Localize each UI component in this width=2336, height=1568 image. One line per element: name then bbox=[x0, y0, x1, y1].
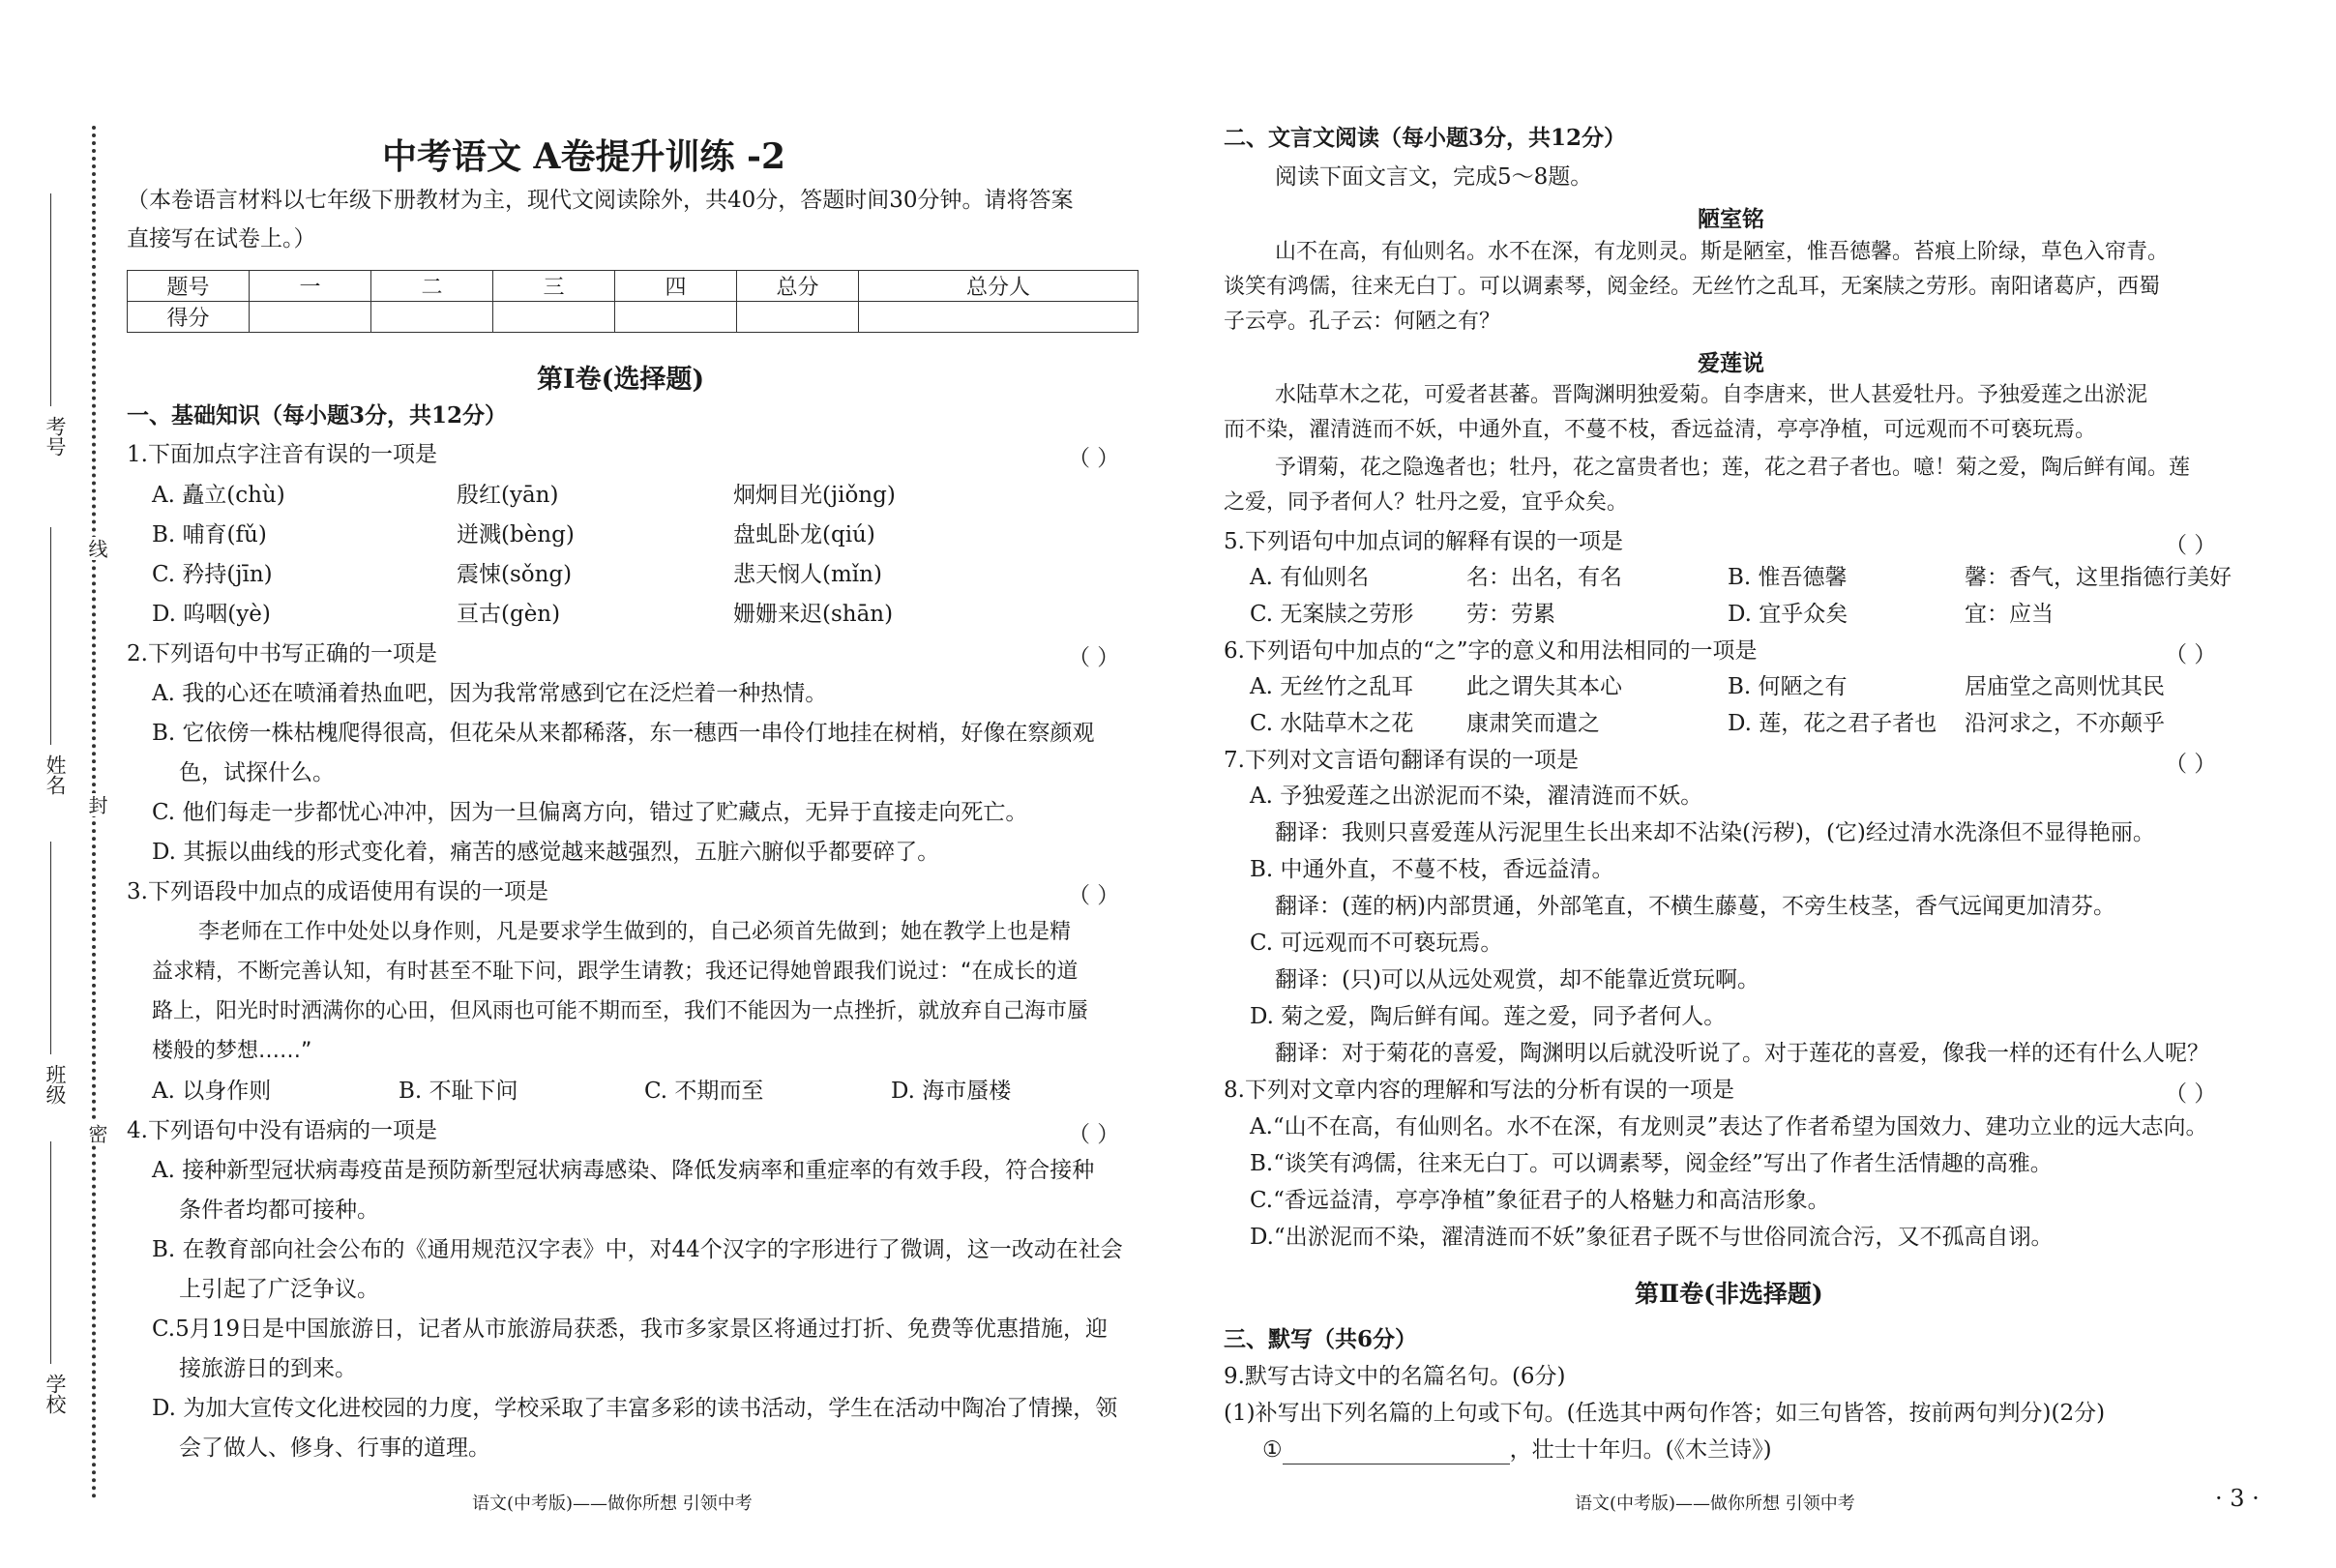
q4-option-c2: 接旅游日的到来。 bbox=[179, 1356, 357, 1381]
q5-option-a2: 名：出名，有名 bbox=[1466, 565, 1622, 590]
q9-1-a bbox=[1262, 1435, 1772, 1464]
q2-option-d: D. 其振以曲线的形式变化着，痛苦的感觉越来越强烈，五脏六腑似乎都要碎了。 bbox=[152, 840, 940, 865]
q2-answer-paren[interactable]: （ ） bbox=[1068, 645, 1120, 670]
q1-option-d3: 姗姗来迟(shān) bbox=[733, 602, 894, 627]
q6-option-d1: D. 莲，花之君子者也 bbox=[1728, 711, 1937, 736]
q6-option-a2: 此之谓失其本心 bbox=[1466, 674, 1622, 699]
binding-xian: 线 bbox=[83, 537, 111, 560]
q3-passage-3: 路上，阳光时时洒满你的心田，但风雨也可能不期而至，我们不能因为一点挫折，就放弃自己海市蜃 bbox=[152, 999, 1089, 1023]
xingming-blank bbox=[50, 527, 51, 745]
kaohao-label: 考号 bbox=[44, 416, 67, 457]
score-cell: 二 bbox=[371, 271, 493, 302]
q1-option-c2: 震悚(sǒng) bbox=[457, 562, 573, 587]
binding-feng: 封 bbox=[83, 793, 111, 816]
q3-option-d: D. 海市蜃楼 bbox=[891, 1079, 1012, 1104]
q2-option-b1: B. 它依傍一株枯槐爬得很高，但花朵从来都稀落，东一穗西一串伶仃地挂在树梢，好像在察颜观 bbox=[152, 721, 1095, 746]
q3-option-c: C. 不期而至 bbox=[644, 1079, 764, 1104]
q5-option-c1: C. 无案牍之劳形 bbox=[1250, 602, 1414, 627]
q1-option-c1: C. 矜持(jīn) bbox=[152, 562, 273, 587]
q6-option-d2: 沿河求之，不亦颠乎 bbox=[1965, 711, 2165, 736]
q1-option-b1: B. 哺育(fǔ) bbox=[152, 522, 267, 547]
score-cell: 总分人 bbox=[859, 271, 1138, 302]
alsh-title: 爱莲说 bbox=[1698, 350, 1764, 376]
q5-option-a1: A. 有仙则名 bbox=[1250, 565, 1370, 590]
part-2-intro: 阅读下面文言文，完成5～8题。 bbox=[1275, 164, 1593, 190]
q3-passage-4: 楼般的梦想……” bbox=[152, 1039, 312, 1063]
score-cell: 总分 bbox=[737, 271, 859, 302]
q4-stem: 4.下列语句中没有语病的一项是 bbox=[127, 1118, 437, 1143]
score-cell: 题号 bbox=[128, 271, 250, 302]
q5-option-c2: 劳：劳累 bbox=[1466, 602, 1555, 627]
q1-option-b3: 盘虬卧龙(qiú) bbox=[733, 522, 875, 547]
score-cell: 四 bbox=[615, 271, 737, 302]
q7-option-a: A. 予独爱莲之出淤泥而不染，濯清涟而不妖。 bbox=[1250, 784, 1703, 809]
part-3-heading: 三、默写（共6分） bbox=[1224, 1326, 1418, 1352]
page-title: 中考语文 A卷提升训练 -2 bbox=[382, 136, 785, 177]
q1-option-d1: D. 呜咽(yè) bbox=[152, 602, 271, 627]
q4-option-d2: 会了做人、修身、行事的道理。 bbox=[179, 1435, 490, 1461]
q7-stem: 7.下列对文言语句翻译有误的一项是 bbox=[1224, 748, 1579, 773]
q2-option-c: C. 他们每走一步都忧心冲冲，因为一旦偏离方向，错过了贮藏点，无异于直接走向死亡。 bbox=[152, 800, 1028, 825]
q6-answer-paren[interactable]: （ ） bbox=[2165, 642, 2217, 667]
q7-option-d: D. 菊之爱，陶后鲜有闻。莲之爱，同予者何人。 bbox=[1250, 1004, 1727, 1029]
xuexiao-blank bbox=[50, 1141, 51, 1364]
q1-stem: 1.下面加点字注音有误的一项是 bbox=[127, 442, 437, 467]
q6-stem: 6.下列语句中加点的“之”字的意义和用法相同的一项是 bbox=[1224, 638, 1758, 664]
q1-option-a3: 炯炯目光(jiǒng) bbox=[733, 483, 896, 508]
score-input-cell[interactable] bbox=[737, 302, 859, 333]
q4-option-a2: 条件者均都可接种。 bbox=[179, 1198, 379, 1223]
q1-option-b2: 迸溅(bèng) bbox=[457, 522, 575, 547]
q1-option-a2: 殷红(yān) bbox=[457, 483, 559, 508]
q2-option-b2: 色，试探什么。 bbox=[179, 760, 335, 785]
q7-option-b: B. 中通外直，不蔓不枝，香远益清。 bbox=[1250, 857, 1614, 882]
q7-option-c-translation: 翻译：(只)可以从远处观赏，却不能靠近赏玩啊。 bbox=[1275, 967, 1759, 992]
score-cell: 三 bbox=[493, 271, 615, 302]
q4-option-b2: 上引起了广泛争议。 bbox=[179, 1277, 379, 1302]
q8-option-b: B.“谈笑有鸿儒，往来无白丁。可以调素琴，阅金经”写出了作者生活情趣的高雅。 bbox=[1250, 1151, 2053, 1176]
q6-option-c2: 康肃笑而遣之 bbox=[1466, 711, 1600, 736]
q9-1-a-blank[interactable] bbox=[1283, 1440, 1510, 1464]
score-input-cell[interactable] bbox=[371, 302, 493, 333]
q6-option-b1: B. 何陋之有 bbox=[1728, 674, 1848, 699]
q9-1-a-number: ① bbox=[1262, 1437, 1283, 1463]
score-table-score-row bbox=[128, 302, 1138, 333]
q1-answer-paren[interactable]: （ ） bbox=[1068, 446, 1120, 471]
q5-option-d2: 宜：应当 bbox=[1965, 602, 2054, 627]
q3-option-b: B. 不耻下问 bbox=[399, 1079, 518, 1104]
q8-stem: 8.下列对文章内容的理解和写法的分析有误的一项是 bbox=[1224, 1078, 1734, 1103]
intro-line-1: （本卷语言材料以七年级下册教材为主，现代文阅读除外，共40分，答题时间30分钟。请将答案 bbox=[127, 188, 1074, 213]
banji-blank bbox=[50, 842, 51, 1054]
xuexiao-label: 学校 bbox=[44, 1374, 67, 1414]
q8-option-d: D.“出淤泥而不染，濯清涟而不妖”象征君子既不与世俗同流合污，又不孤高自诩。 bbox=[1250, 1225, 2054, 1250]
score-cell: 一 bbox=[250, 271, 371, 302]
q4-option-b1: B. 在教育部向社会公布的《通用规范汉字表》中，对44个汉字的字形进行了微调，这一改动在社会 bbox=[152, 1237, 1123, 1262]
lsm-title: 陋室铭 bbox=[1698, 206, 1764, 232]
banji-label: 班级 bbox=[44, 1064, 67, 1105]
q6-option-c1: C. 水陆草木之花 bbox=[1250, 711, 1414, 736]
q6-option-a1: A. 无丝竹之乱耳 bbox=[1250, 674, 1414, 699]
left-footer: 语文(中考版)——做你所想 引领中考 bbox=[472, 1494, 753, 1514]
al-line-1: 水陆草木之花，可爱者甚蕃。晋陶渊明独爱菊。自李唐来，世人甚爱牡丹。予独爱莲之出淤泥 bbox=[1275, 383, 2148, 407]
q3-passage-2: 益求精，不断完善认知，有时甚至不耻下问，跟学生请教；我还记得她曾跟我们说过：“在成长的道 bbox=[152, 960, 1079, 984]
q6-option-b2: 居庙堂之高则忧其民 bbox=[1965, 674, 2165, 699]
q3-option-a: A. 以身作则 bbox=[152, 1079, 272, 1104]
q5-stem: 5.下列语句中加点词的解释有误的一项是 bbox=[1224, 529, 1623, 554]
q5-option-b1: B. 惟吾德馨 bbox=[1728, 565, 1848, 590]
al-line-3: 予谓菊，花之隐逸者也；牡丹，花之富贵者也；莲，花之君子者也。噫！菊之爱，陶后鲜有闻。莲 bbox=[1275, 456, 2191, 480]
q9-1-instruction: (1)补写出下列名篇的上句或下句。(任选其中两句作答；如三句皆答，按前两句判分)(2分) bbox=[1224, 1401, 2106, 1426]
q3-passage-1: 李老师在工作中处处以身作则，凡是要求学生做到的，自己必须首先做到；她在教学上也是精 bbox=[198, 920, 1072, 944]
q7-option-b-translation: 翻译：(莲的柄)内部贯通，外部笔直，不横生藤蔓，不旁生枝茎，香气远闻更加清芬。 bbox=[1275, 894, 2115, 919]
q3-answer-paren[interactable]: （ ） bbox=[1068, 883, 1120, 908]
q7-option-d-translation: 翻译：对于菊花的喜爱，陶渊明以后就没听说了。对于莲花的喜爱，像我一样的还有什么人呢？ bbox=[1275, 1041, 2209, 1066]
q3-stem: 3.下列语段中加点的成语使用有误的一项是 bbox=[127, 879, 548, 904]
part-1-heading: 一、基础知识（每小题3分，共12分） bbox=[127, 402, 508, 429]
section-2-title: 第Ⅱ卷(非选择题) bbox=[1635, 1280, 1823, 1308]
score-cell: 得分 bbox=[128, 302, 250, 333]
q1-option-a1: A. 矗立(chù) bbox=[152, 483, 285, 508]
section-1-title: 第Ⅰ卷(选择题) bbox=[537, 365, 705, 395]
lsm-line-1: 山不在高，有仙则名。水不在深，有龙则灵。斯是陋室，惟吾德馨。苔痕上阶绿，草色入帘青。 bbox=[1275, 240, 2170, 264]
q7-option-a-translation: 翻译：我则只喜爱莲从污泥里生长出来却不沾染(污秽)，(它)经过清水洗涤但不显得艳丽。 bbox=[1275, 820, 2155, 845]
lsm-line-2: 谈笑有鸿儒，往来无白丁。可以调素琴，阅金经。无丝竹之乱耳，无案牍之劳形。南阳诸葛庐，西蜀 bbox=[1224, 275, 2161, 299]
q5-option-b2: 馨：香气，这里指德行美好 bbox=[1965, 565, 2232, 590]
score-table-header-row bbox=[128, 271, 1138, 302]
q4-answer-paren[interactable]: （ ） bbox=[1068, 1122, 1120, 1147]
q7-answer-paren[interactable]: （ ） bbox=[2165, 752, 2217, 777]
score-input-cell[interactable] bbox=[859, 302, 1138, 333]
score-input-cell[interactable] bbox=[493, 302, 615, 333]
lsm-line-3: 子云亭。孔子云：何陋之有？ bbox=[1224, 310, 1501, 334]
q8-option-a: A.“山不在高，有仙则名。水不在深，有龙则灵”表达了作者希望为国效力、建功立业的远大志向。 bbox=[1250, 1114, 2208, 1139]
xingming-label: 姓名 bbox=[44, 754, 67, 795]
score-input-cell[interactable] bbox=[615, 302, 737, 333]
score-table bbox=[127, 270, 1138, 333]
q4-option-d1: D. 为加大宣传文化进校园的力度，学校采取了丰富多彩的读书活动，学生在活动中陶冶了情操，领 bbox=[152, 1396, 1118, 1421]
kaohao-blank bbox=[50, 193, 51, 406]
q8-option-c: C.“香远益清，亭亭净植”象征君子的人格魅力和高洁形象。 bbox=[1250, 1188, 1830, 1213]
q9-stem: 9.默写古诗文中的名篇名句。(6分) bbox=[1224, 1364, 1566, 1389]
al-line-4: 之爱，同予者何人？牡丹之爱，宜乎众矣。 bbox=[1224, 490, 1629, 515]
q4-option-a1: A. 接种新型冠状病毒疫苗是预防新型冠状病毒感染、降低发病率和重症率的有效手段，符合接种 bbox=[152, 1158, 1095, 1183]
right-footer: 语文(中考版)——做你所想 引领中考 bbox=[1575, 1494, 1855, 1514]
q5-option-d1: D. 宜乎众矣 bbox=[1728, 602, 1848, 627]
intro-line-2: 直接写在试卷上。） bbox=[127, 226, 316, 251]
q4-option-c1: C.5月19日是中国旅游日，记者从市旅游局获悉，我市多家景区将通过打折、免费等优惠措施，迎 bbox=[152, 1317, 1108, 1342]
binding-mi: 密 bbox=[83, 1122, 111, 1145]
part-2-heading: 二、文言文阅读（每小题3分，共12分） bbox=[1224, 125, 1627, 151]
q1-option-d2: 亘古(gèn) bbox=[457, 602, 561, 627]
q7-option-c: C. 可远观而不可亵玩焉。 bbox=[1250, 931, 1503, 956]
q8-answer-paren[interactable]: （ ） bbox=[2165, 1081, 2217, 1107]
q1-option-c3: 悲天悯人(mǐn) bbox=[733, 562, 882, 587]
q2-stem: 2.下列语句中书写正确的一项是 bbox=[127, 641, 437, 666]
q9-1-a-text: ，壮士十年归。(《木兰诗》) bbox=[1509, 1437, 1772, 1463]
al-line-2: 而不染，濯清涟而不妖，中通外直，不蔓不枝，香远益清，亭亭净植，可远观而不可亵玩焉。 bbox=[1224, 418, 2097, 442]
q2-option-a: A. 我的心还在喷涌着热血吧，因为我常常感到它在泛烂着一种热情。 bbox=[152, 681, 828, 706]
q5-answer-paren[interactable]: （ ） bbox=[2165, 533, 2217, 558]
page-number: · 3 · bbox=[2215, 1485, 2260, 1512]
score-input-cell[interactable] bbox=[250, 302, 371, 333]
